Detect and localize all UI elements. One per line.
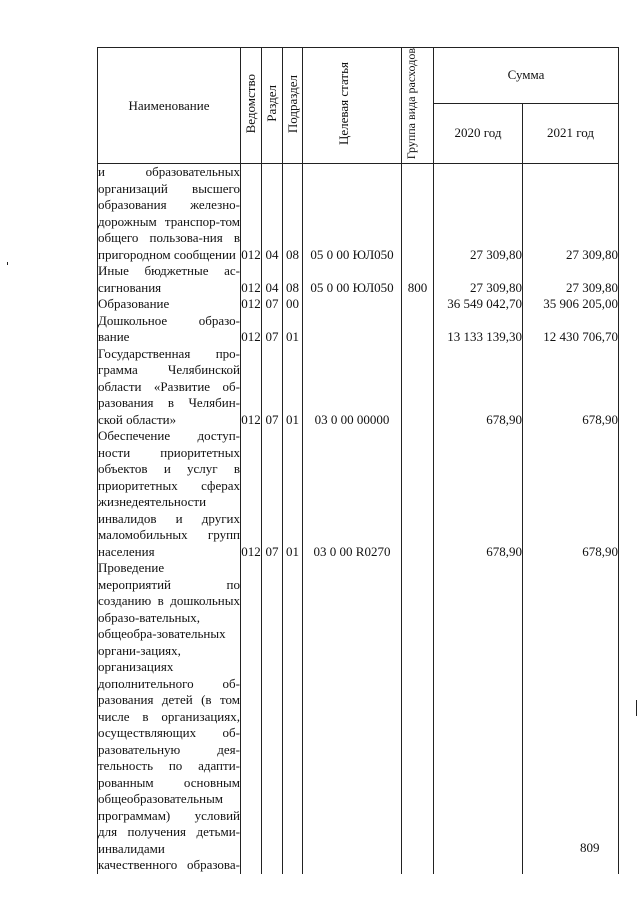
row-name: Образование (98, 296, 241, 313)
row-ministry: 012 (241, 313, 262, 346)
row-target (303, 296, 402, 313)
row-group (402, 164, 434, 264)
header-expense-group: Группа вида расходов (402, 48, 434, 164)
row-section: 07 (262, 296, 283, 313)
row-sum-2020: 678,90 (434, 428, 523, 560)
row-section: 07 (262, 313, 283, 346)
row-sum-2021: 27 309,80 (523, 164, 619, 264)
row-target: 03 0 00 00000 (303, 346, 402, 429)
table-row (98, 346, 619, 429)
row-sum-2020: 27 309,80 (434, 263, 523, 296)
row-sum-2020: 27 309,80 (434, 164, 523, 264)
row-section (262, 560, 283, 874)
row-ministry (241, 560, 262, 874)
row-group (402, 428, 434, 560)
row-subsection: 00 (283, 296, 303, 313)
page-number: 809 (580, 840, 600, 855)
row-group (402, 296, 434, 313)
table-row (98, 296, 619, 313)
row-section: 07 (262, 428, 283, 560)
row-ministry: 012 (241, 263, 262, 296)
row-ministry: 012 (241, 296, 261, 312)
header-name: Наименование (98, 48, 241, 164)
row-subsection: 08 (283, 164, 303, 264)
header-year-2021: 2021 год (523, 103, 619, 164)
row-sum-2021: 27 309,80 (523, 263, 619, 296)
row-subsection: 01 (283, 313, 303, 346)
row-group: 800 (402, 263, 434, 296)
row-section: 04 (262, 263, 283, 296)
row-sum-2021 (523, 560, 619, 874)
header-year-2020: 2020 год (434, 103, 523, 164)
table-row (98, 313, 619, 346)
row-ministry: 012 (241, 164, 262, 264)
row-name: Проведение мероприятий по созданию в дошкольных образо-вательных, общеобра-зовательных органи-зациях, организациях дополнительного об-разования детей (в том числе в организациях, осуществляющих об-разовательную дея-тельность по адапти-рованным основным общеобразовательным программам) условий для получения детьми-инвалидами качественного образова- (98, 560, 240, 873)
row-sum-2021: 35 906 205,00 (523, 296, 619, 313)
row-sum-2021: 678,90 (523, 346, 619, 429)
row-section: 04 (262, 164, 283, 264)
row-sum-2020: 13 133 139,30 (434, 313, 523, 346)
page-left-edge-mark (7, 262, 8, 265)
header-section: Раздел (262, 48, 283, 164)
header-ministry: Ведомство (241, 48, 262, 164)
row-target: 03 0 00 R0270 (303, 428, 402, 560)
table-row (98, 164, 619, 264)
table-row (98, 263, 619, 296)
row-target: 05 0 00 ЮЛ050 (303, 263, 402, 296)
row-sum-2020: 678,90 (434, 346, 523, 429)
row-subsection: 01 (283, 346, 303, 429)
header-sum: Сумма (434, 48, 619, 104)
row-group (402, 346, 434, 429)
row-group (402, 560, 434, 874)
row-sum-2021: 12 430 706,70 (523, 313, 619, 346)
row-ministry: 012 (241, 428, 262, 560)
row-subsection: 08 (283, 263, 303, 296)
row-section: 07 (262, 346, 283, 429)
row-name: Государственная про-грамма Челябинской области «Развитие об-разования в Челябин-ской области» (98, 345, 240, 427)
row-sum-2020 (434, 560, 523, 874)
header-subsection: Подраздел (283, 48, 303, 164)
row-name: Дошкольное образо-вание (98, 312, 240, 345)
row-sum-2021: 678,90 (523, 428, 619, 560)
row-target (303, 313, 402, 346)
row-subsection (283, 560, 303, 874)
budget-table (97, 47, 619, 874)
table-row (98, 428, 619, 560)
row-name: Иные бюджетные ас-сигнования (98, 263, 240, 295)
row-subsection: 01 (283, 428, 303, 560)
row-name: и образовательных организаций высшего образования железно-дорожным транспор-том общего пользова-ния в пригородном сообщении (98, 164, 240, 262)
row-group (402, 313, 434, 346)
row-sum-2020: 36 549 042,70 (434, 296, 523, 313)
row-target (303, 560, 402, 874)
header-target-article: Целевая статья (303, 48, 402, 164)
row-ministry: 012 (241, 346, 262, 429)
page-right-edge-mark (636, 700, 637, 716)
table-row (98, 560, 619, 874)
row-name: Обеспечение доступ-ности приоритетных объектов и услуг в приоритетных сферах жизнедеятельности инвалидов и других маломобильных групп населения (98, 428, 240, 559)
row-target: 05 0 00 ЮЛ050 (303, 164, 402, 264)
